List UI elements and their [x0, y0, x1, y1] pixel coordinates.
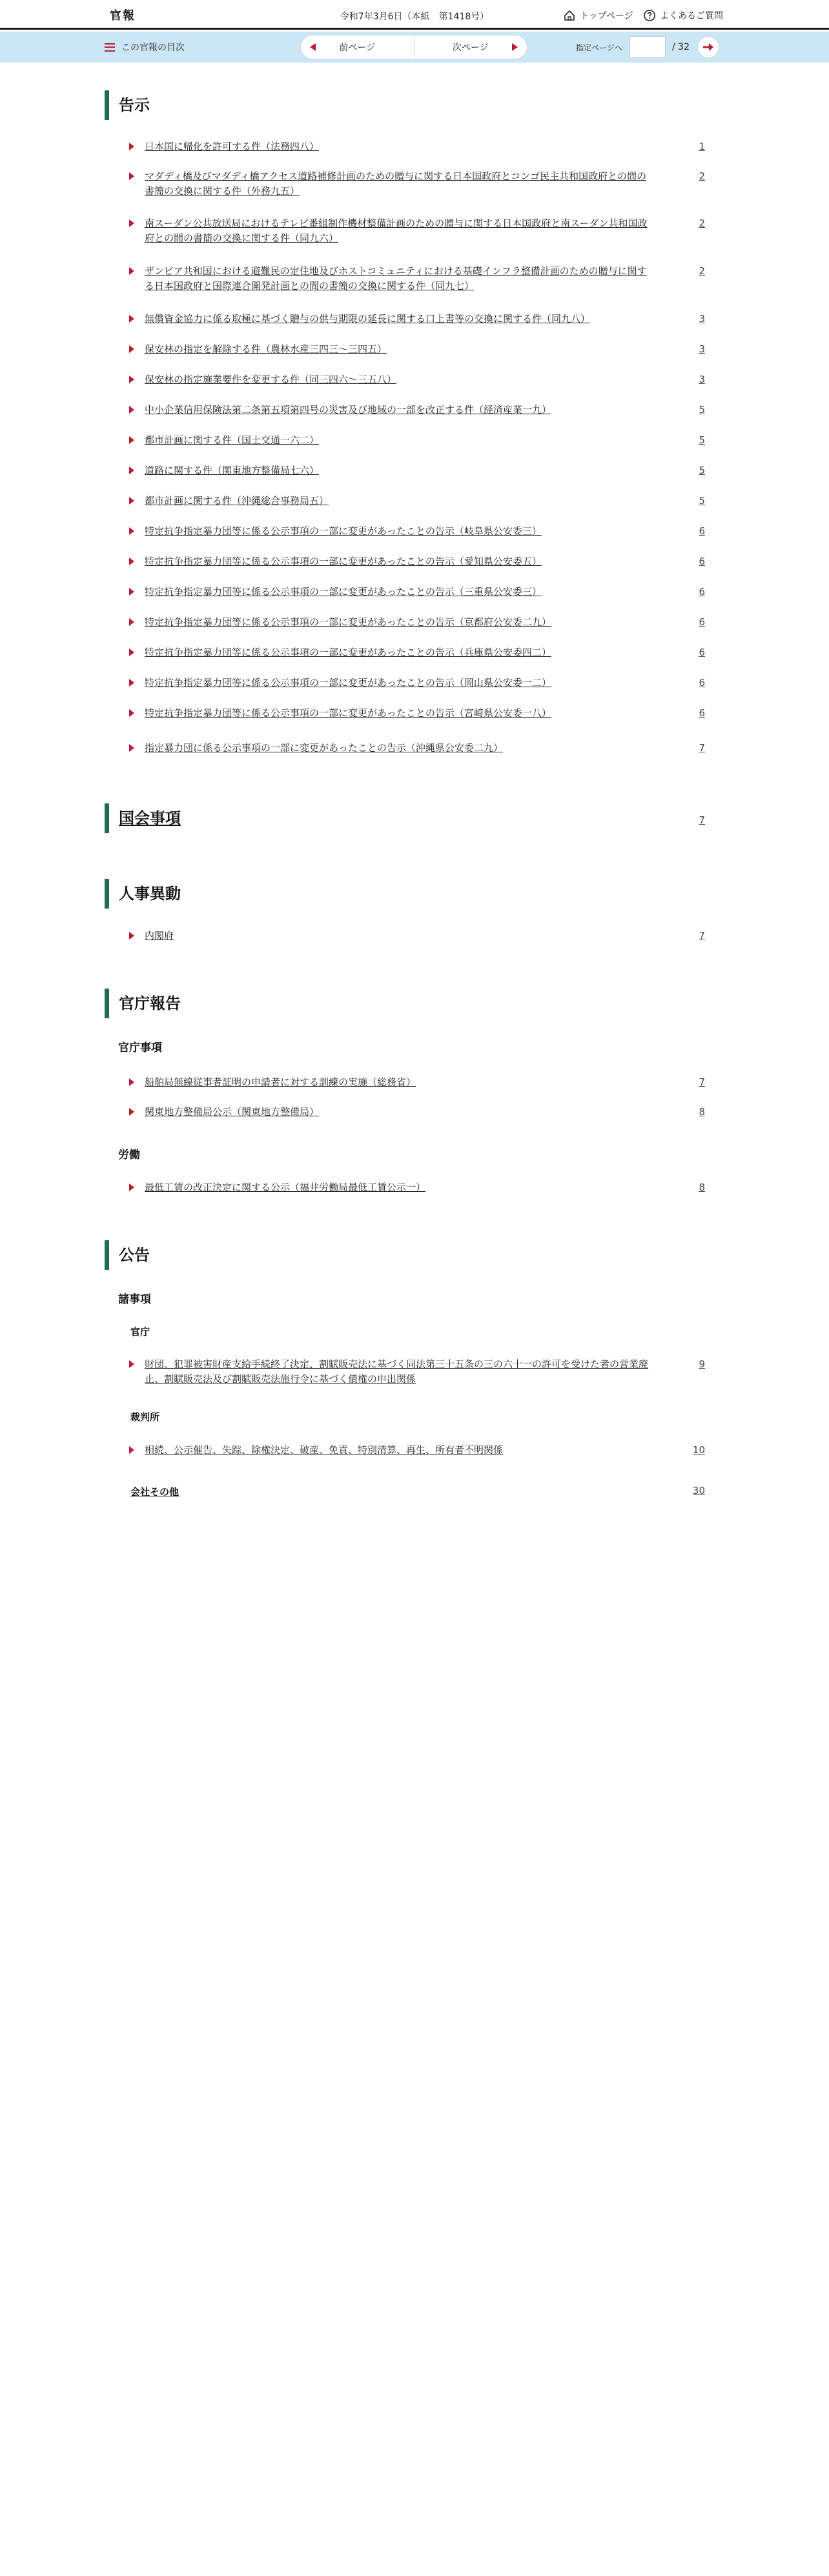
toc-item-link[interactable]: マダディ橋及びマダディ橋アクセス道路補修計画のための贈与に関する日本国政府とコンゴ民主共和国政府との間の書簡の交換に関する件（外務九五） — [145, 170, 647, 197]
triangle-bullet-icon — [129, 497, 134, 505]
next-page-button[interactable] — [414, 35, 527, 59]
toc-item-link[interactable]: 最低工賃の改正決定に関する公示（福井労働局最低工賃公示一） — [145, 1182, 426, 1193]
subheading-kancho-jiko: 官庁事項 — [118, 1041, 162, 1054]
goto-page-label: 指定ページへ — [576, 43, 622, 52]
toc-item-page[interactable]: 6 — [699, 586, 705, 598]
question-circle-icon — [643, 9, 656, 22]
issue-date: 令和7年3月6日（本紙 第1418号） — [340, 12, 489, 22]
toc-item-page[interactable]: 6 — [699, 556, 705, 567]
top-page-link[interactable] — [563, 9, 633, 22]
toc-item-page[interactable]: 6 — [699, 707, 705, 719]
section-title-kancho: 官庁報告 — [105, 989, 181, 1018]
toc-item-link[interactable]: 指定暴力団に係る公示事項の一部に変更があったことの告示（沖縄県公安委二九） — [145, 742, 503, 754]
toc-item-page[interactable]: 1 — [699, 141, 705, 152]
toc-item-page[interactable]: 9 — [699, 1358, 705, 1370]
toc-item-link[interactable]: 特定抗争指定暴力団等に係る公示事項の一部に変更があったことの告示（岐阜県公安委三） — [145, 525, 542, 537]
toc-item-page[interactable]: 6 — [699, 647, 705, 658]
triangle-bullet-icon — [129, 679, 134, 687]
toc-item-page[interactable]: 5 — [699, 404, 705, 416]
toc-item-link[interactable]: 保安林の指定を解除する件（農林水産三四三〜三四五） — [145, 343, 387, 355]
triangle-bullet-icon — [129, 345, 134, 353]
toc-item-link[interactable]: 特定抗争指定暴力団等に係る公示事項の一部に変更があったことの告示（岡山県公安委一二） — [145, 677, 551, 689]
toc-item-page[interactable]: 3 — [699, 343, 705, 355]
toc-item-link[interactable]: 特定抗争指定暴力団等に係る公示事項の一部に変更があったことの告示（兵庫県公安委四二） — [145, 647, 551, 658]
triangle-bullet-icon — [129, 1360, 134, 1368]
toc-item-link[interactable]: 特定抗争指定暴力団等に係る公示事項の一部に変更があったことの告示（宮崎県公安委一八） — [145, 707, 551, 719]
toc-item-link[interactable]: 南スーダン公共放送局におけるテレビ番組制作機材整備計画のための贈与に関する日本国政府と南スーダン共和国政府との間の書簡の交換に関する件（同九六） — [145, 217, 648, 244]
toc-item-link[interactable]: 日本国に帰化を許可する件（法務四八） — [145, 141, 320, 152]
faq-label: よくあるご質問 — [660, 11, 723, 21]
subheading-saibansho: 裁判所 — [130, 1411, 160, 1423]
triangle-bullet-icon — [129, 1078, 134, 1086]
page-nav-bar — [0, 32, 829, 63]
toc-item-link[interactable]: 特定抗争指定暴力団等に係る公示事項の一部に変更があったことの告示（愛知県公安委五） — [145, 556, 542, 567]
triangle-bullet-icon — [129, 436, 134, 444]
faq-link[interactable] — [643, 9, 723, 22]
toc-item-page[interactable]: 7 — [699, 742, 705, 754]
triangle-bullet-icon — [129, 1108, 134, 1116]
triangle-bullet-icon — [129, 267, 134, 275]
triangle-right-icon — [512, 43, 518, 51]
company-other-link[interactable]: 会社その他 — [130, 1486, 179, 1498]
menu-icon — [105, 43, 115, 52]
toc-item-page[interactable]: 5 — [699, 465, 705, 476]
triangle-bullet-icon — [129, 588, 134, 596]
toc-item-page[interactable]: 6 — [699, 525, 705, 537]
triangle-left-icon — [310, 43, 316, 51]
toc-item-page[interactable]: 5 — [699, 434, 705, 446]
toc-item-page[interactable]: 7 — [699, 1076, 705, 1088]
triangle-bullet-icon — [129, 558, 134, 565]
page-number-input[interactable] — [629, 36, 666, 58]
section-page-kokkai[interactable]: 7 — [699, 814, 705, 826]
toc-item-link[interactable]: 保安林の指定施業要件を変更する件（同三四六〜三五八） — [145, 374, 397, 385]
triangle-bullet-icon — [129, 1446, 134, 1454]
total-pages: / 32 — [672, 42, 690, 52]
toc-item-page[interactable]: 6 — [699, 616, 705, 628]
toc-item-link[interactable]: 無償資金協力に係る取極に基づく贈与の供与期限の延長に関する口上書等の交換に関する件（同九八） — [145, 313, 591, 325]
toc-item-link[interactable]: 特定抗争指定暴力団等に係る公示事項の一部に変更があったことの告示（三重県公安委三） — [145, 586, 542, 598]
section-title-kokuji: 告示 — [105, 90, 150, 120]
prev-page-label: 前ページ — [339, 43, 376, 53]
triangle-bullet-icon — [129, 143, 134, 150]
triangle-bullet-icon — [129, 932, 134, 940]
top-header — [0, 0, 829, 30]
kanpo-logo[interactable]: 官報 — [110, 9, 136, 23]
home-icon — [563, 9, 576, 22]
section-title-jinji: 人事異動 — [105, 879, 181, 909]
toc-item-page[interactable]: 8 — [699, 1106, 705, 1118]
toc-item-page[interactable]: 2 — [699, 265, 705, 277]
toc-item-link[interactable]: 関東地方整備局公示（関東地方整備局） — [145, 1106, 320, 1118]
toc-item-link[interactable]: 中小企業信用保険法第二条第五項第四号の災害及び地域の一部を改正する件（経済産業一九） — [145, 404, 552, 416]
company-other-page[interactable]: 30 — [692, 1485, 705, 1496]
subheading-rodo: 労働 — [118, 1149, 140, 1162]
toc-item-page[interactable]: 2 — [699, 170, 705, 182]
top-page-label: トップページ — [580, 11, 633, 21]
toc-item-page[interactable]: 7 — [699, 930, 705, 941]
toc-item-link[interactable]: 船舶局無線従事者証明の申請者に対する訓練の実施（総務省） — [145, 1076, 416, 1088]
prev-page-button[interactable] — [301, 35, 414, 59]
toc-item-page[interactable]: 10 — [692, 1444, 705, 1456]
toc-item-page[interactable]: 6 — [699, 677, 705, 689]
toc-item-link[interactable]: ザンビア共和国における避難民の定住地及びホストコミュニティにおける基礎インフラ整備計画のための贈与に関する日本国政府と国際連合開発計画との間の書簡の交換に関する件（同九七） — [145, 265, 647, 292]
arrow-right-icon — [702, 43, 714, 52]
toc-item-page[interactable]: 3 — [699, 374, 705, 385]
goto-page-button[interactable] — [697, 36, 719, 58]
toc-item-link[interactable]: 内閣府 — [145, 930, 174, 941]
triangle-bullet-icon — [129, 406, 134, 414]
triangle-bullet-icon — [129, 618, 134, 626]
toc-item-page[interactable]: 5 — [699, 495, 705, 507]
toc-item-link[interactable]: 財団、犯罪被害財産支給手続終了決定、割賦販売法に基づく同法第三十五条の三の六十一の許可を受けた者の営業廃止、割賦販売法及び割賦販売法施行令に基づく債権の申出関係 — [145, 1358, 649, 1385]
triangle-bullet-icon — [129, 744, 134, 752]
triangle-bullet-icon — [129, 219, 134, 227]
toc-item-link[interactable]: 特定抗争指定暴力団等に係る公示事項の一部に変更があったことの告示（京都府公安委二九） — [145, 616, 551, 628]
triangle-bullet-icon — [129, 649, 134, 656]
triangle-bullet-icon — [129, 467, 134, 474]
triangle-bullet-icon — [129, 315, 134, 323]
toc-item-page[interactable]: 3 — [699, 313, 705, 325]
toc-item-page[interactable]: 8 — [699, 1182, 705, 1193]
toc-item-page[interactable]: 2 — [699, 217, 705, 229]
section-title-kokkai[interactable]: 国会事項 — [105, 803, 181, 833]
triangle-bullet-icon — [129, 172, 134, 180]
toc-label: この官報の目次 — [121, 43, 185, 53]
toc-item-link[interactable]: 都市計画に関する件（国土交通一六二） — [145, 434, 320, 446]
triangle-bullet-icon — [129, 527, 134, 535]
toc-item-link[interactable]: 相続、公示催告、失踪、除権決定、破産、免責、特別清算、再生、所有者不明関係 — [145, 1444, 504, 1456]
subheading-shojiko: 諸事項 — [118, 1293, 151, 1306]
next-page-label: 次ページ — [452, 43, 489, 53]
triangle-bullet-icon — [129, 709, 134, 717]
toc-button[interactable] — [105, 41, 185, 54]
subheading-kancho: 官庁 — [130, 1326, 150, 1338]
triangle-bullet-icon — [129, 1183, 134, 1191]
section-title-koukoku: 公告 — [105, 1240, 150, 1270]
toc-item-link[interactable]: 都市計画に関する件（沖縄総合事務局五） — [145, 495, 329, 507]
triangle-bullet-icon — [129, 376, 134, 383]
toc-item-link[interactable]: 道路に関する件（関東地方整備局七六） — [145, 465, 320, 476]
pager — [301, 35, 527, 59]
